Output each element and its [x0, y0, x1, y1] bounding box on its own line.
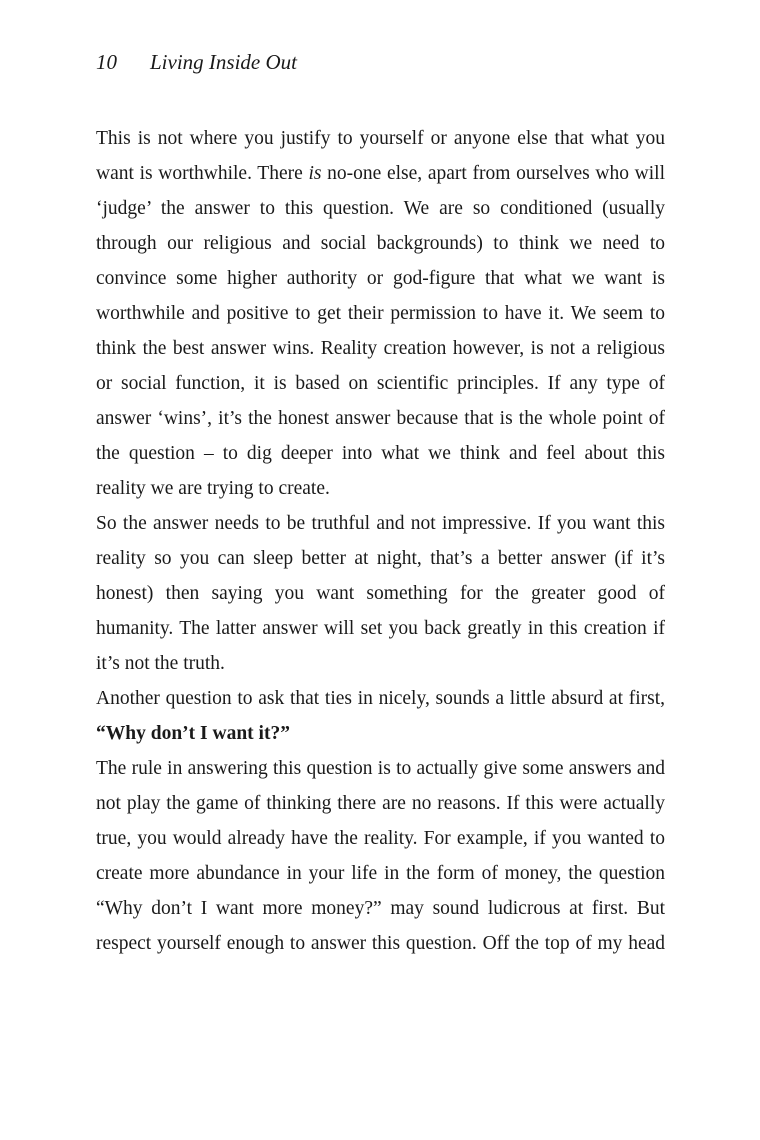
paragraph-2: So the answer needs to be truthful and not impressive. If you want this reality so you can sleep better at night, that’s a better answer (if it’s honest) then saying you want something for the greater good of humanity. The latter answer will set you back greatly in this creation if it’s not the truth. [96, 513, 665, 674]
paragraph-1 [96, 121, 665, 506]
paragraph-4: The rule in answering this question is to actually give some answers and not play the game of thinking there are no reasons. If this were actually true, you would already have the reality. For example, if you wanted to create more abundance in your life in the form of money, the question “Why don’t I want more money?” may sound ludicrous at first. But respect yourself enough to answer this question. Off the top of my head [96, 758, 665, 954]
book-title: Living Inside Out [150, 50, 297, 74]
paragraph-3-text: Another question to ask that ties in nicely, sounds a little absurd at first, [96, 688, 665, 709]
page-number: 10 [96, 50, 117, 74]
paragraph-1-start: This is not where you justify to yourself or anyone else that what you want is worthwhile. There [96, 128, 665, 184]
body-text [96, 121, 665, 961]
running-header [96, 48, 297, 76]
bold-question: “Why don’t I want it?” [96, 723, 290, 744]
paragraph-1-rest: no-one else, apart from ourselves who will ‘judge’ the answer to this question. We are so conditioned (usually through our religious and social backgrounds) to think we need to convince some higher authority or god-figure that what we want is worthwhile and positive to get their permission to have it. We seem to think the best answer wins. Reality creation however, is not a religious or social function, it is based on scientific principles. If any type of answer ‘wins’, it’s the honest answer because that is the whole point of the question – to dig deeper into what we think and feel about this reality we are trying to create. [96, 163, 665, 499]
emphasis-is: is [308, 163, 322, 184]
paragraph-3 [96, 681, 665, 751]
